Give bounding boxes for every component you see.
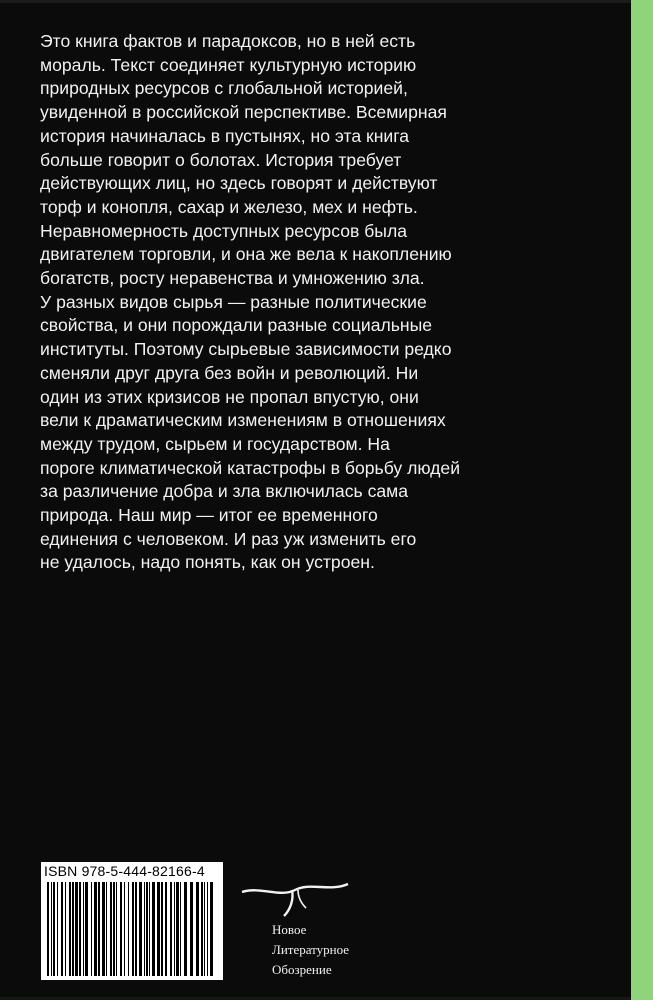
barcode-bar xyxy=(120,882,122,976)
barcode-bar xyxy=(61,882,63,976)
barcode-bar xyxy=(176,882,179,976)
blurb-line: институты. Поэтому сырьевые зависимости редко xyxy=(40,339,452,360)
blurb-line: один из этих кризисов не пропал впустую, они xyxy=(40,386,419,407)
blurb-line: единения с человеком. И раз уж изменить его xyxy=(40,528,417,549)
blurb-line: двигателем торговли, и она же вела к накоплению xyxy=(40,244,452,265)
barcode-bar xyxy=(207,882,208,976)
isbn-barcode-block xyxy=(41,862,223,980)
green-spine-edge xyxy=(631,0,653,1000)
blurb-line: Это книга фактов и парадоксов, но в ней есть xyxy=(40,31,416,51)
blurb-line: история начиналась в пустынях, но эта книга xyxy=(40,125,410,146)
blurb-line: свойства, и они порождали разные социальные xyxy=(40,315,433,336)
blurb-line: вели к драматическим изменениям в отношениях xyxy=(40,410,446,431)
barcode-bar xyxy=(72,882,74,976)
publisher-line: Новое xyxy=(272,922,307,937)
barcode-bar xyxy=(161,882,163,976)
blurb-line: мораль. Текст соединяет культурную историю xyxy=(40,54,417,75)
blurb-line: природа. Наш мир — итог ее временного xyxy=(40,505,378,526)
publisher-line: Литературное xyxy=(272,942,350,957)
barcode-bar xyxy=(110,882,112,976)
barcode-bar xyxy=(196,882,199,976)
barcode-bar xyxy=(47,882,49,976)
barcode-bar xyxy=(57,882,58,976)
barcode-bar xyxy=(94,882,97,976)
blurb-text xyxy=(40,30,620,575)
publisher-name xyxy=(272,920,349,980)
barcode-bar xyxy=(102,882,105,976)
barcode-bar xyxy=(128,882,129,976)
barcode-bar xyxy=(144,882,145,976)
barcode-bar xyxy=(165,882,167,976)
barcode-bar xyxy=(146,882,148,976)
blurb-line: природных ресурсов с глобальной историей, xyxy=(40,78,408,99)
barcode-bar xyxy=(170,882,172,976)
barcode-bar xyxy=(149,882,150,976)
barcode-bar xyxy=(69,882,71,976)
blurb-line: больше говорит о болотах. История требует xyxy=(40,149,402,170)
barcode-bar xyxy=(113,882,115,976)
barcode-bar xyxy=(135,882,137,976)
barcode-bar xyxy=(65,882,66,976)
top-edge xyxy=(0,0,631,3)
barcode-bar xyxy=(91,882,92,976)
barcode-bar xyxy=(116,882,117,976)
blurb-line: за различение добра и зла включилась сама xyxy=(40,481,409,502)
barcode-bar xyxy=(190,882,193,976)
barcode-bar xyxy=(210,882,213,976)
barcode-bar xyxy=(174,882,175,976)
barcode-bar xyxy=(85,882,88,976)
barcode-bar xyxy=(98,882,100,976)
barcode-bar xyxy=(184,882,187,976)
barcode-bar xyxy=(106,882,107,976)
barcode-bar xyxy=(53,882,55,976)
barcode-bar xyxy=(132,882,134,976)
blurb-line: между трудом, сырьем и государством. На xyxy=(40,433,390,454)
blurb-line: действующих лиц, но здесь говорят и действуют xyxy=(40,173,438,194)
blurb-line: пороге климатической катастрофы в борьбу людей xyxy=(40,457,461,478)
barcode-bar xyxy=(201,882,203,976)
barcode-icon xyxy=(45,882,219,976)
blurb-line: торф и конопля, сахар и железо, мех и нефть. xyxy=(40,196,418,217)
blurb-line: богатств, росту неравенства и умножению зла. xyxy=(40,268,425,289)
blurb-line: увиденной в российской перспективе. Всемирная xyxy=(40,102,447,123)
barcode-bar xyxy=(157,882,160,976)
barcode-bar xyxy=(124,882,125,976)
isbn-label: ISBN 978-5-444-82166-4 xyxy=(44,863,205,879)
barcode-bar xyxy=(152,882,155,976)
blurb-line: сменяли друг друга без войн и революций. Ни xyxy=(40,362,419,383)
blurb-line: Неравномерность доступных ресурсов была xyxy=(40,220,407,241)
blurb-line: У разных видов сырья — разные политические xyxy=(40,291,427,312)
barcode-bar xyxy=(204,882,205,976)
barcode-bar xyxy=(51,882,52,976)
barcode-bar xyxy=(139,882,142,976)
publisher-logo-icon xyxy=(240,878,350,918)
barcode-bar xyxy=(83,882,84,976)
publisher-line: Обозрение xyxy=(272,962,332,977)
barcode-bar xyxy=(79,882,81,976)
blurb-line: не удалось, надо понять, как он устроен. xyxy=(40,552,375,573)
barcode-bar xyxy=(180,882,181,976)
barcode-bar xyxy=(75,882,78,976)
